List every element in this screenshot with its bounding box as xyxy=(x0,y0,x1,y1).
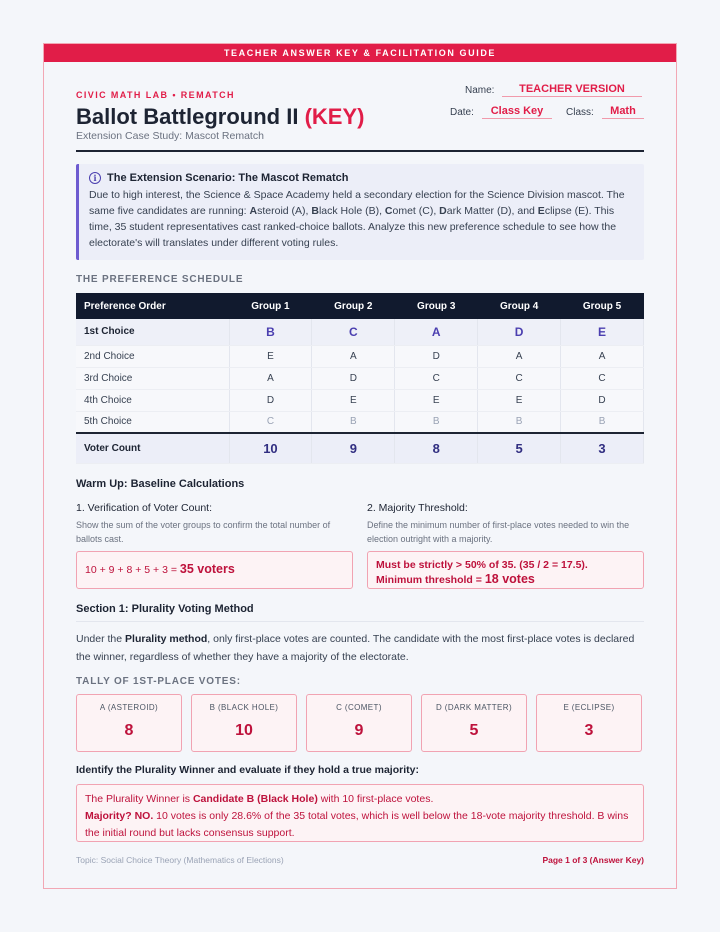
table-cell: D xyxy=(229,389,312,411)
voter-count: 8 xyxy=(395,433,478,463)
class-label: Class: xyxy=(566,107,594,118)
date-value: Class Key xyxy=(482,105,552,119)
plurality-answer-box xyxy=(76,784,644,842)
answer-expression: 10 + 9 + 8 + 5 + 3 = xyxy=(85,563,180,576)
answer-line: Minimum threshold = xyxy=(376,573,485,586)
name-value: TEACHER VERSION xyxy=(502,83,642,97)
table-cell: C xyxy=(561,367,644,389)
plurality-question: Identify the Plurality Winner and evaluate if they hold a true majority: xyxy=(76,763,419,776)
table-cell: B xyxy=(478,411,561,433)
footer-topic: Topic: Social Choice Theory (Mathematics of Elections) xyxy=(76,855,284,865)
scenario-title: The Extension Scenario: The Mascot Rematch xyxy=(107,172,349,184)
table-cell: E xyxy=(478,389,561,411)
preference-table xyxy=(76,293,644,464)
question-1-desc: Show the sum of the voter groups to confirm the total number of ballots cast. xyxy=(76,519,331,544)
date-field xyxy=(450,105,544,118)
answer-value: 35 voters xyxy=(179,561,235,576)
tally-candidate: A (ASTEROID) xyxy=(99,702,159,712)
tally-box xyxy=(191,694,297,752)
table-cell: C xyxy=(312,319,395,345)
tally-candidate: C (COMET) xyxy=(336,702,382,712)
group-header: Group 2 xyxy=(312,293,395,319)
row-label: 1st Choice xyxy=(76,319,229,345)
tally-candidate: D (DARK MATTER) xyxy=(435,702,513,712)
table-cell: D xyxy=(561,389,644,411)
table-row xyxy=(76,345,644,367)
top-banner: TEACHER ANSWER KEY & FACILITATION GUIDE xyxy=(44,44,676,62)
schedule-label: THE PREFERENCE SCHEDULE xyxy=(76,274,244,285)
class-field xyxy=(566,105,636,118)
group-header: Group 1 xyxy=(229,293,312,319)
table-cell: E xyxy=(561,319,644,345)
table-row xyxy=(76,389,644,411)
question-2 xyxy=(367,502,644,589)
answer-line: The Plurality Winner is Candidate B (Black Hole) with 10 first-place votes. xyxy=(85,792,434,805)
tally-votes: 5 xyxy=(469,721,479,739)
tally-candidate: E (ECLIPSE) xyxy=(563,702,615,712)
row-label: 4th Choice xyxy=(76,389,229,411)
tally-box xyxy=(421,694,527,752)
table-cell: C xyxy=(478,367,561,389)
table-row xyxy=(76,319,644,345)
corner-header: Preference Order xyxy=(76,293,229,319)
voter-count: 5 xyxy=(478,433,561,463)
group-header: Group 4 xyxy=(478,293,561,319)
tally-votes: 9 xyxy=(354,721,364,739)
table-cell: E xyxy=(312,389,395,411)
name-label: Name: xyxy=(465,85,495,96)
voter-count: 3 xyxy=(561,433,644,463)
info-icon: i xyxy=(89,172,101,184)
table-header-row xyxy=(76,293,644,319)
tally-box xyxy=(536,694,642,752)
table-cell: E xyxy=(229,345,312,367)
row-label: Voter Count xyxy=(76,433,229,463)
question-1 xyxy=(76,502,353,589)
page-header xyxy=(76,62,644,170)
tally-box xyxy=(306,694,412,752)
answer-line: Must be strictly > 50% of 35. (35 / 2 = 17.5). xyxy=(376,558,588,571)
tally-row xyxy=(76,694,644,752)
table-cell: A xyxy=(229,367,312,389)
tally-label: TALLY OF 1ST-PLACE VOTES: xyxy=(76,675,241,687)
subtitle: Extension Case Study: Mascot Rematch xyxy=(76,130,264,142)
table-cell: A xyxy=(395,319,478,345)
answer-line: Majority? NO. 10 votes is only 28.6% of the 35 total votes, which is well below the 18-vote majority threshold. B wins the initial round but lacks consensus support. xyxy=(85,809,629,839)
voter-count: 10 xyxy=(229,433,312,463)
table-cell: E xyxy=(395,389,478,411)
tally-votes: 8 xyxy=(124,721,134,739)
answer-box-1 xyxy=(76,551,353,589)
class-value: Math xyxy=(602,105,644,119)
section-1-text: Under the Plurality method, only first-place votes are counted. The candidate with the most first-place votes is declared the winner, regardless of whether they have a majority of the electorate. xyxy=(76,632,635,663)
tally-votes: 3 xyxy=(584,721,594,739)
tally-candidate: B (BLACK HOLE) xyxy=(209,702,279,712)
date-label: Date: xyxy=(450,107,474,118)
section-1-title: Section 1: Plurality Voting Method xyxy=(76,603,644,622)
voter-count: 9 xyxy=(312,433,395,463)
page-number: Page 1 of 3 (Answer Key) xyxy=(542,855,644,865)
table-cell: D xyxy=(312,367,395,389)
scenario-heading xyxy=(89,172,634,184)
row-label: 3rd Choice xyxy=(76,367,229,389)
table-cell: D xyxy=(395,345,478,367)
answer-box-2 xyxy=(367,551,644,589)
table-cell: C xyxy=(229,411,312,433)
table-cell: B xyxy=(395,411,478,433)
table-cell: A xyxy=(478,345,561,367)
table-cell: C xyxy=(395,367,478,389)
answer-value: 18 votes xyxy=(484,571,535,586)
table-cell: D xyxy=(478,319,561,345)
page-footer xyxy=(76,855,644,865)
warmup-questions xyxy=(76,502,644,589)
table-cell: B xyxy=(312,411,395,433)
page-title xyxy=(76,104,364,130)
name-field xyxy=(465,83,625,96)
question-2-desc: Define the minimum number of first-place votes needed to win the election outright with a majority. xyxy=(367,519,630,544)
scenario-callout xyxy=(76,164,644,260)
row-label: 2nd Choice xyxy=(76,345,229,367)
tally-votes: 10 xyxy=(235,721,253,739)
kicker: CIVIC MATH LAB • REMATCH xyxy=(76,90,235,100)
title-key: (KEY) xyxy=(304,104,365,129)
table-cell: A xyxy=(561,345,644,367)
question-2-title: 2. Majority Threshold: xyxy=(367,501,468,514)
header-rule xyxy=(76,150,644,152)
title-main: Ballot Battleground II xyxy=(76,104,299,129)
group-header: Group 5 xyxy=(561,293,644,319)
warmup-title: Warm Up: Baseline Calculations xyxy=(76,477,245,490)
row-label: 5th Choice xyxy=(76,411,229,433)
scenario-text: Due to high interest, the Science & Space Academy held a secondary election for the Science Division mascot. The same five candidates are running: Asteroid (A), Black Hole (B), Comet (C), Dark Matter (D), and Eclipse (E). This time, 35 student representatives cast ranked-choice ballots. Analyze this new preference schedule to see how the electorate's will translates under different voting rules. xyxy=(89,189,625,249)
table-row xyxy=(76,367,644,389)
voter-count-row xyxy=(76,433,644,463)
group-header: Group 3 xyxy=(395,293,478,319)
question-1-title: 1. Verification of Voter Count: xyxy=(76,501,212,514)
table-cell: B xyxy=(229,319,312,345)
table-cell: A xyxy=(312,345,395,367)
tally-box xyxy=(76,694,182,752)
table-cell: B xyxy=(561,411,644,433)
worksheet-page xyxy=(43,43,677,889)
table-row xyxy=(76,411,644,433)
